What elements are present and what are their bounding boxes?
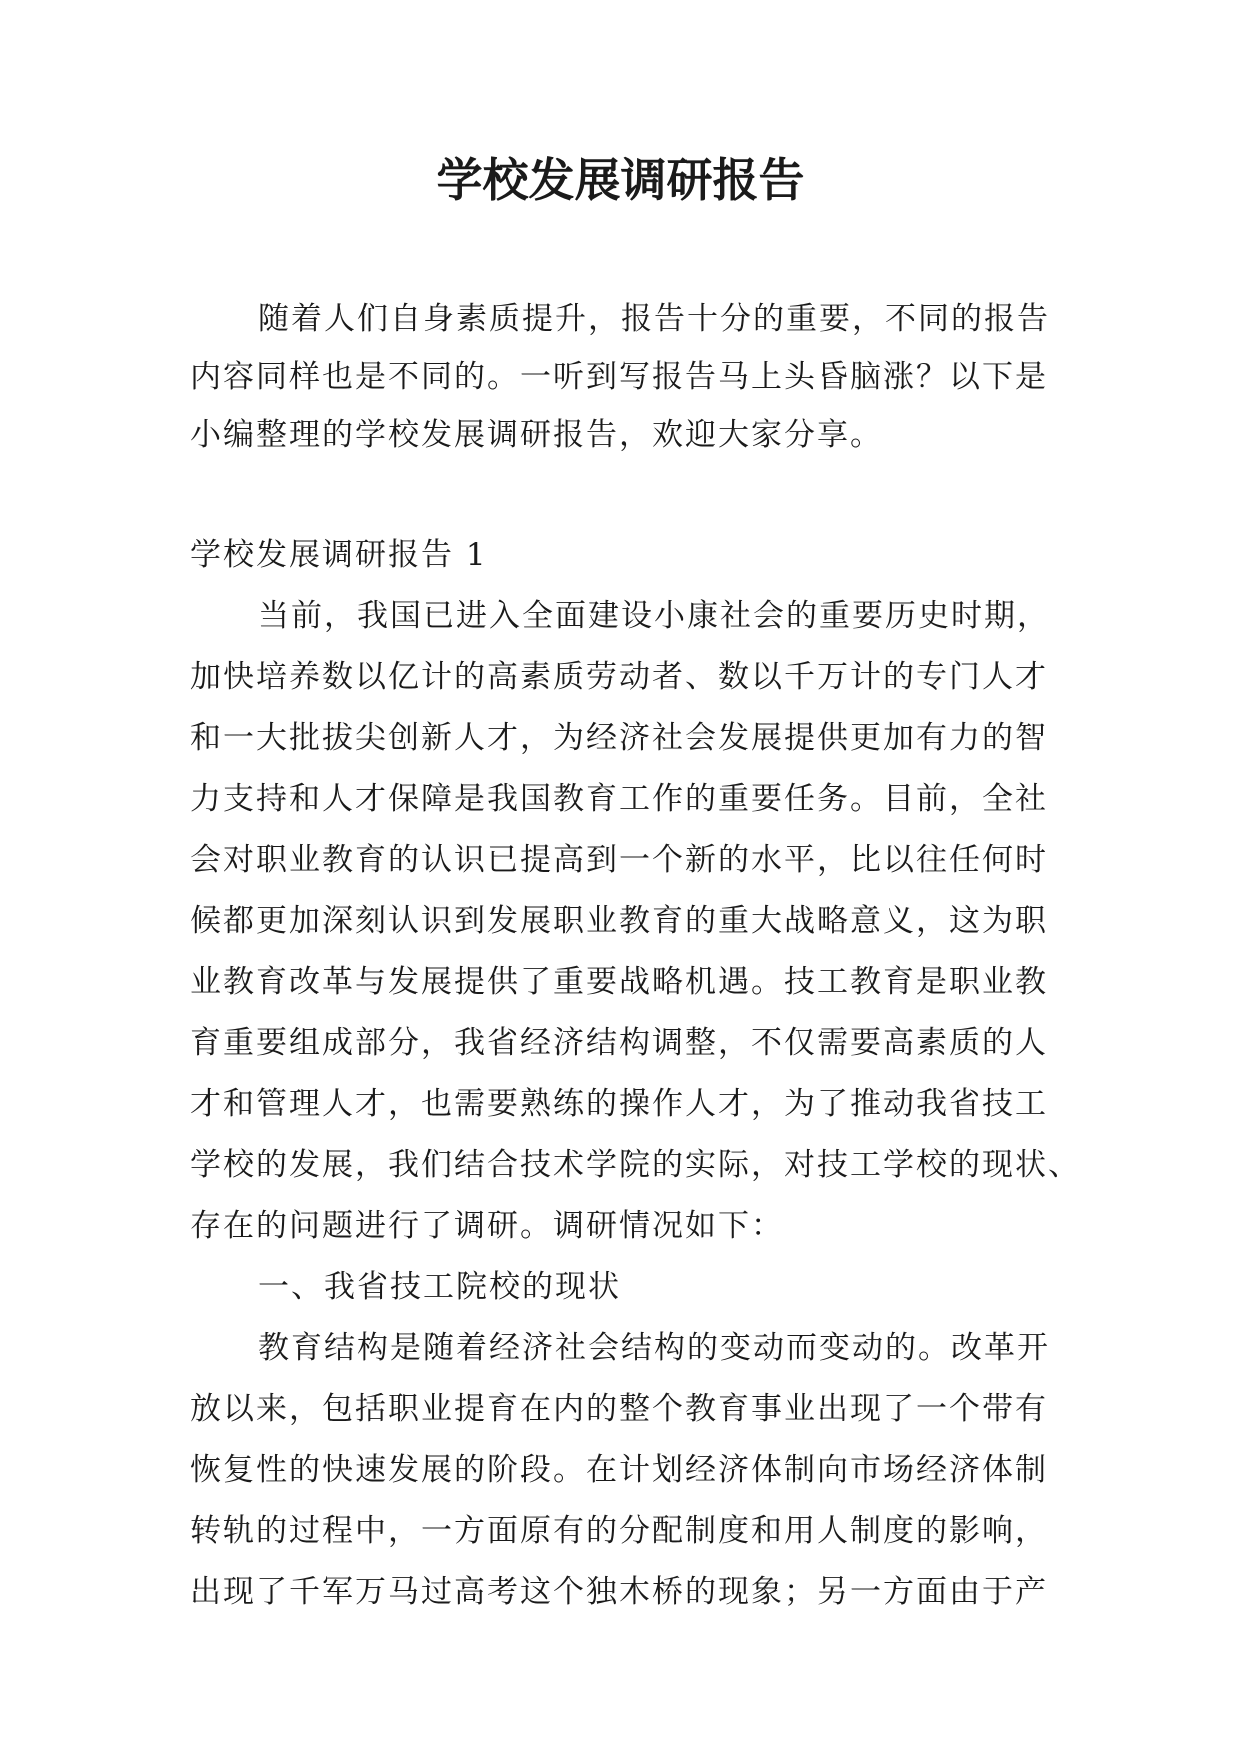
paragraph-line: 育重要组成部分，我省经济结构调整，不仅需要高素质的人 xyxy=(190,1025,1048,1061)
paragraph-line: 加快培养数以亿计的高素质劳动者、数以千万计的专门人才 xyxy=(190,659,1048,695)
intro-line: 内容同样也是不同的。一听到写报告马上头昏脑涨？以下是 xyxy=(190,359,1048,395)
paragraph-line: 候都更加深刻认识到发展职业教育的重大战略意义，这为职 xyxy=(190,903,1048,939)
paragraph-line: 转轨的过程中，一方面原有的分配制度和用人制度的影响， xyxy=(190,1513,1048,1549)
paragraph-line: 当前，我国已进入全面建设小康社会的重要历史时期， xyxy=(258,598,1050,634)
paragraph-line: 和一大批拔尖创新人才，为经济社会发展提供更加有力的智 xyxy=(190,720,1048,756)
intro-paragraph xyxy=(190,290,1050,464)
document-title: 学校发展调研报告 xyxy=(436,153,805,207)
paragraph-line: 放以来，包括职业提育在内的整个教育事业出现了一个带有 xyxy=(190,1391,1048,1427)
paragraph-line: 教育结构是随着经济社会结构的变动而变动的。改革开 xyxy=(258,1330,1050,1366)
paragraph-line: 才和管理人才，也需要熟练的操作人才，为了推动我省技工 xyxy=(190,1086,1048,1122)
section-heading: 学校发展调研报告 1 xyxy=(190,537,488,573)
paragraph-line: 出现了千军万马过高考这个独木桥的现象；另一方面由于产 xyxy=(190,1574,1048,1610)
report-body xyxy=(190,525,1081,1623)
intro-line: 小编整理的学校发展调研报告，欢迎大家分享。 xyxy=(190,417,883,453)
paragraph-line: 存在的问题进行了调研。调研情况如下： xyxy=(190,1208,784,1244)
paragraph-line: 力支持和人才保障是我国教育工作的重要任务。目前，全社 xyxy=(190,781,1048,817)
paragraph-line: 会对职业教育的认识已提高到一个新的水平，比以往任何时 xyxy=(190,842,1048,878)
intro-line: 随着人们自身素质提升，报告十分的重要，不同的报告 xyxy=(258,301,1050,337)
paragraph-line: 业教育改革与发展提供了重要战略机遇。技工教育是职业教 xyxy=(190,964,1048,1000)
paragraph-line: 学校的发展，我们结合技术学院的实际，对技工学校的现状、 xyxy=(190,1147,1081,1183)
paragraph-line: 恢复性的快速发展的阶段。在计划经济体制向市场经济体制 xyxy=(190,1452,1048,1488)
subheading: 一、我省技工院校的现状 xyxy=(258,1269,621,1305)
